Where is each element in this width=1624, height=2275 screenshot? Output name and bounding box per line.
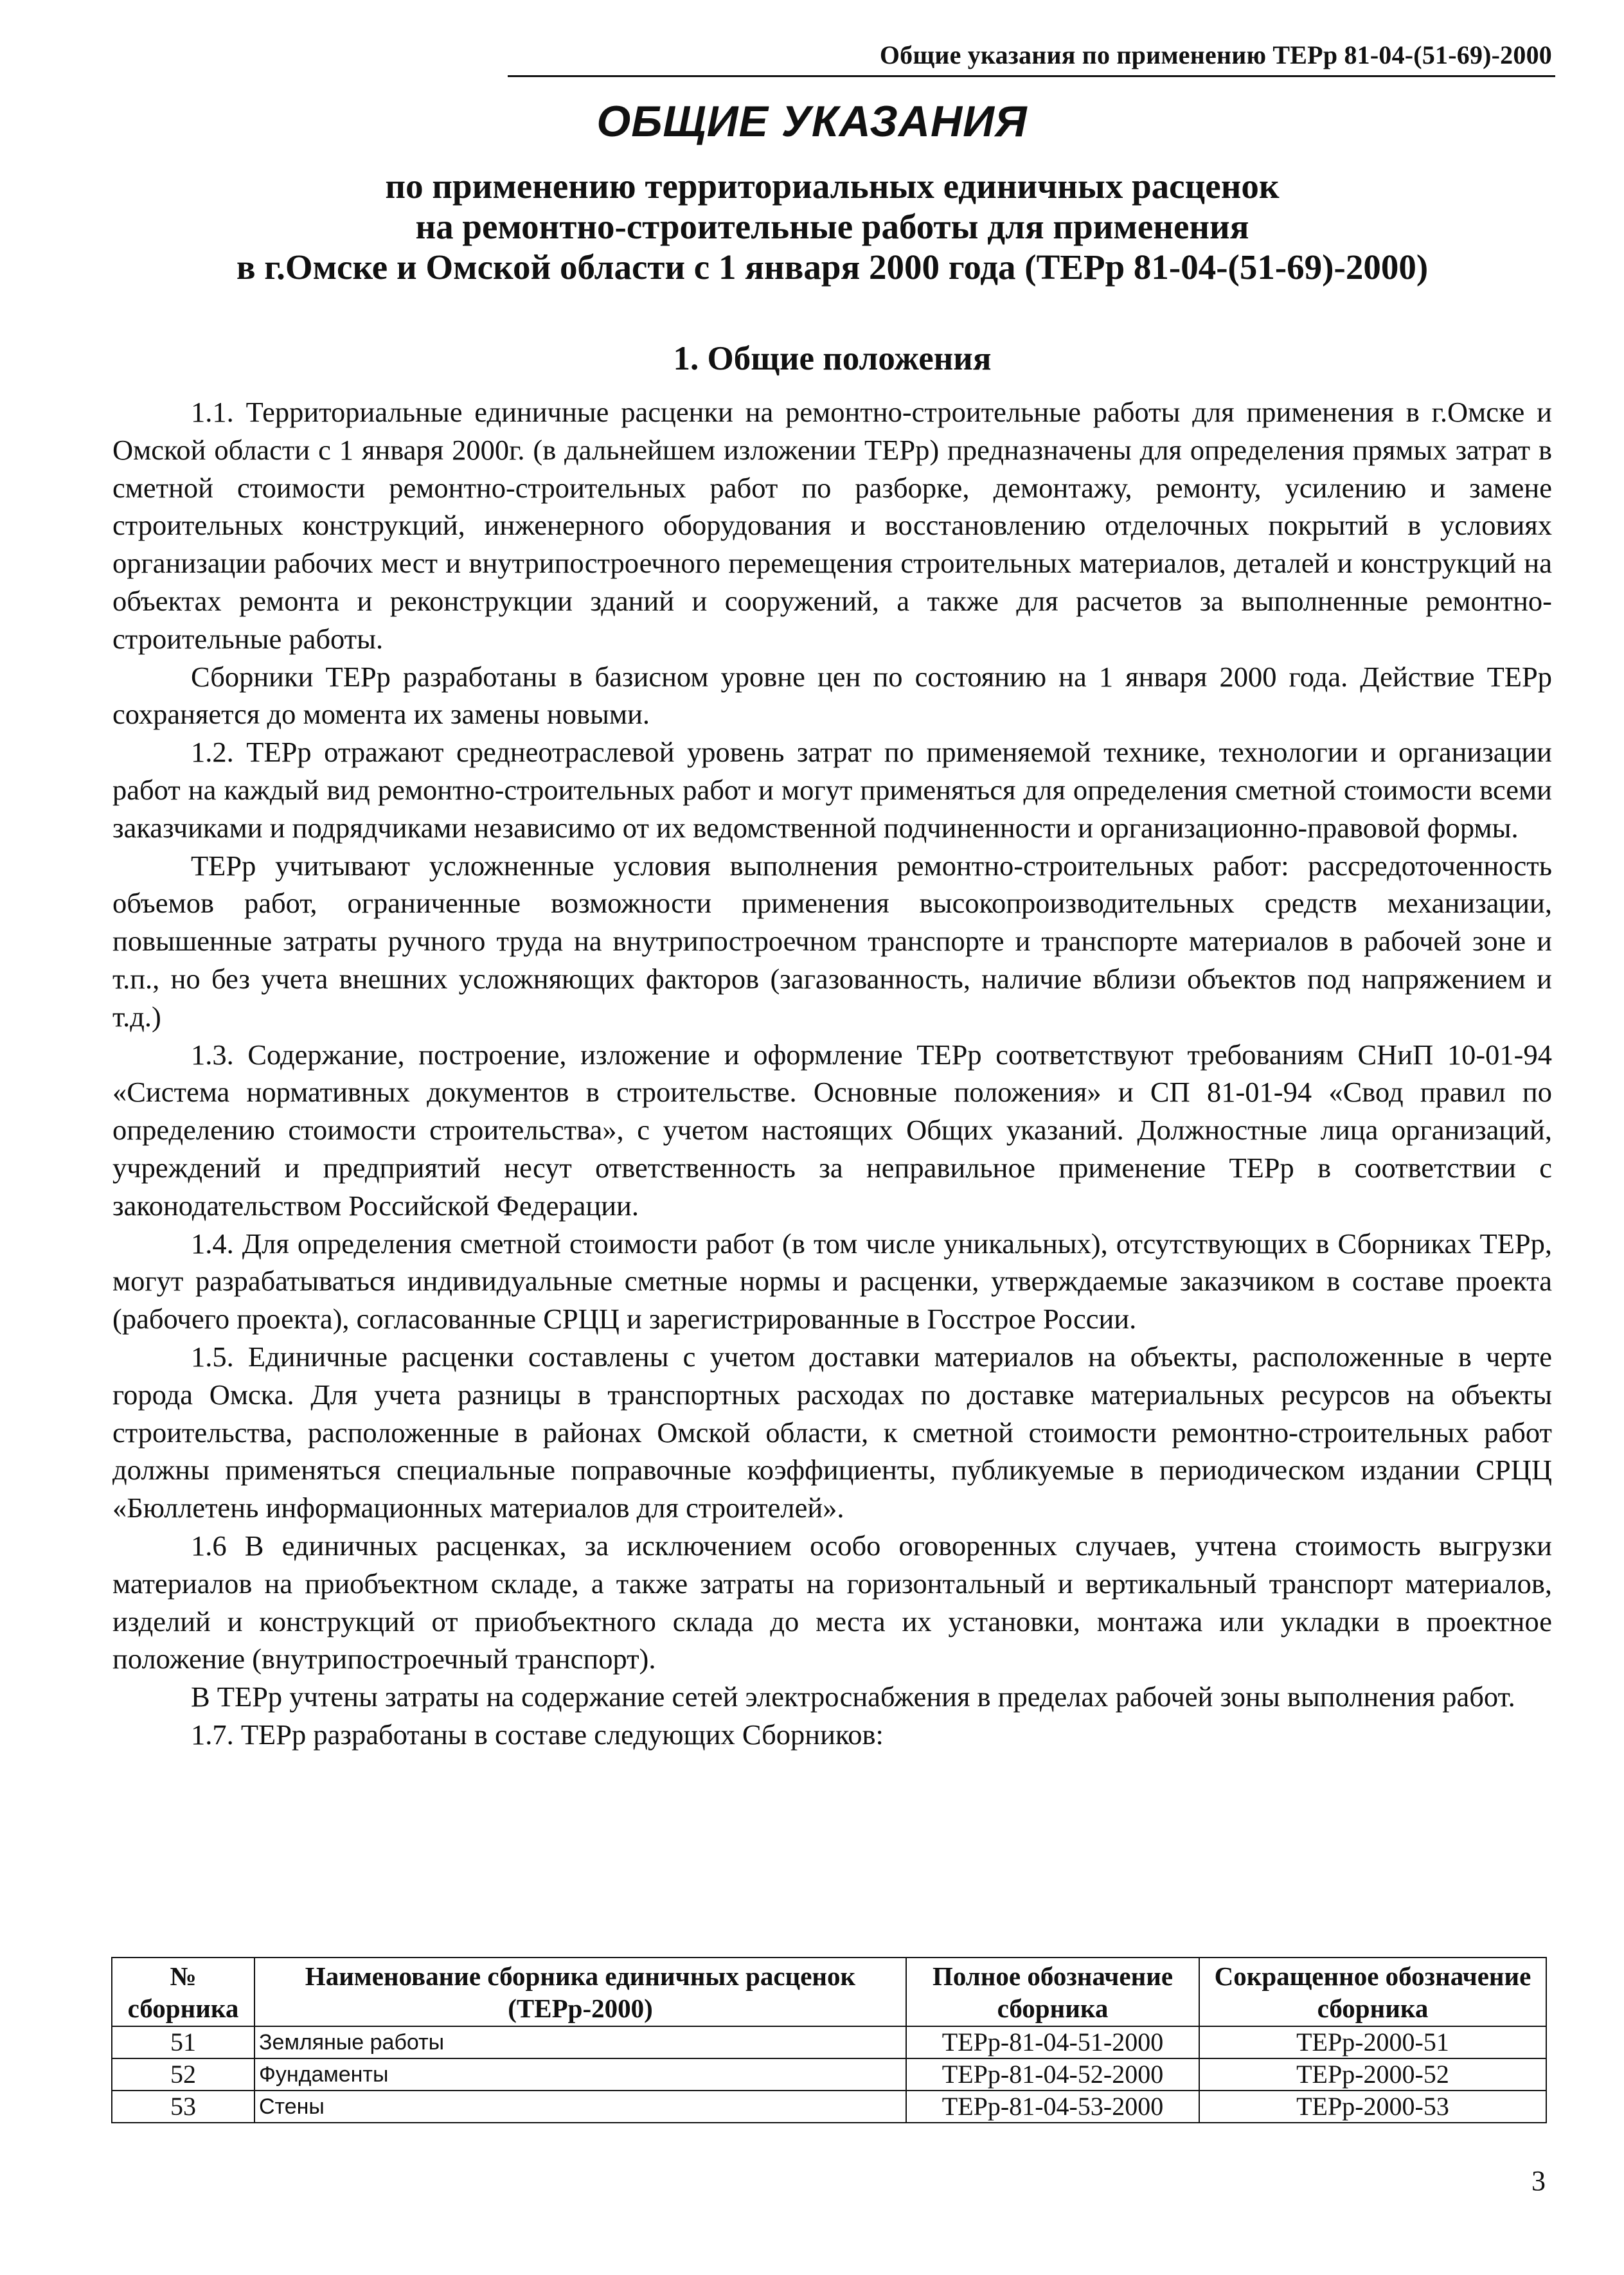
cell-full-designation: ТЕРр-81-04-51-2000 bbox=[906, 2026, 1199, 2058]
table-row bbox=[112, 2026, 1546, 2058]
cell-name: Земляные работы bbox=[254, 2026, 906, 2058]
cell-number: 52 bbox=[112, 2058, 254, 2091]
column-header-number: № сборника bbox=[112, 1958, 254, 2026]
table-row bbox=[112, 2058, 1546, 2091]
table-row bbox=[112, 2091, 1546, 2123]
subtitle-line: в г.Омске и Омской области с 1 января 2000 года (ТЕРр 81-04-(51-69)-2000) bbox=[236, 247, 1429, 287]
cell-full-designation: ТЕРр-81-04-52-2000 bbox=[906, 2058, 1199, 2091]
subtitle-line: на ремонтно-строительные работы для применения bbox=[415, 207, 1249, 246]
document-subtitle bbox=[112, 166, 1552, 287]
paragraph-1-2: 1.2. ТЕРр отражают среднеотраслевой уровень затрат по применяемой технике, технологии и организации работ на каждый вид ремонтно-строительных работ и могут применяться для определения сметной стоимости всеми заказчиками и подрядчиками независимо от их ведомственной подчиненности и организационно-правовой формы. bbox=[112, 736, 1552, 844]
paragraph-1-6: 1.6 В единичных расценках, за исключением особо оговоренных случаев, учтена стоимость выгрузки материалов на приобъектном складе, а также затраты на горизонтальный и вертикальный транспорт материалов, изделий и конструкций от приобъектного склада до места их установки, монтажа или укладки в проектное положение (внутрипостроечный транспорт). bbox=[112, 1529, 1552, 1675]
cell-number: 53 bbox=[112, 2091, 254, 2123]
catalog-table bbox=[111, 1957, 1547, 2123]
table-header-row bbox=[112, 1958, 1546, 2026]
column-header-name: Наименование сборника единичных расценок (ТЕРр-2000) bbox=[254, 1958, 906, 2026]
header-rule bbox=[508, 75, 1555, 77]
running-header: Общие указания по применению ТЕРр 81-04-(51-69)-2000 bbox=[879, 40, 1552, 69]
cell-full-designation: ТЕРр-81-04-53-2000 bbox=[906, 2091, 1199, 2123]
cell-short-designation: ТЕРр-2000-52 bbox=[1199, 2058, 1546, 2091]
cell-short-designation: ТЕРр-2000-53 bbox=[1199, 2091, 1546, 2123]
page-number: 3 bbox=[1531, 2165, 1546, 2197]
paragraph-1-1: 1.1. Территориальные единичные расценки на ремонтно-строительные работы для применения в г.Омске и Омской области с 1 января 2000г. (в дальнейшем изложении ТЕРр) предназначены для определения прямых затрат в сметной стоимости ремонтно-строительных работ по разборке, демонтажу, ремонту, усилению и замене строительных конструкций, инженерного оборудования и восстановлению отделочных покрытий в условиях организации рабочих мест и внутрипостроечного перемещения строительных материалов, деталей и конструкций на объектах ремонта и реконструкции зданий и сооружений, а также для расчетов за выполненные ремонтно-строительные работы. bbox=[112, 396, 1552, 655]
paragraph: ТЕРр учитывают усложненные условия выполнения ремонтно-строительных работ: рассредоточенность объемов работ, ограниченные возможности применения высокопроизводительных средств механизации, повышенные затраты ручного труда на внутрипостроечном транспорте и транспорте материалов в рабочей зоне и т.п., но без учета внешних усложняющих факторов (загазованность, наличие вблизи объектов под напряжением и т.д.) bbox=[112, 849, 1552, 1033]
cell-name: Фундаменты bbox=[254, 2058, 906, 2091]
subtitle-line: по применению территориальных единичных расценок bbox=[385, 166, 1280, 206]
paragraph-1-3: 1.3. Содержание, построение, изложение и оформление ТЕРр соответствуют требованиям СНиП 10-01-94 «Система нормативных документов в строительстве. Основные положения» и СП 81-01-94 «Свод правил по определению стоимости строительства», с учетом настоящих Общих указаний. Должностные лица организаций, учреждений и предприятий несут ответственность за неправильное применение ТЕРр в соответствии с законодательством Российской Федерации. bbox=[112, 1038, 1552, 1222]
paragraph-1-7: 1.7. ТЕРр разработаны в составе следующих Сборников: bbox=[191, 1718, 884, 1751]
cell-number: 51 bbox=[112, 2026, 254, 2058]
section-heading: 1. Общие положения bbox=[673, 340, 992, 377]
paragraph: В ТЕРр учтены затраты на содержание сетей электроснабжения в пределах рабочей зоны выполнения работ. bbox=[191, 1681, 1515, 1713]
body-text bbox=[112, 393, 1552, 1754]
paragraph-1-5: 1.5. Единичные расценки составлены с учетом доставки материалов на объекты, расположенные в черте города Омска. Для учета разницы в транспортных расходах по доставке материальных ресурсов на объекты строительства, расположенные в районах Омской области, к сметной стоимости ремонтно-строительных работ должны применяться специальные поправочные коэффициенты, публикуемые в периодическом издании СРЦЦ «Бюллетень информационных материалов для строителей». bbox=[112, 1340, 1552, 1524]
paragraph: Сборники ТЕРр разработаны в базисном уровне цен по состоянию на 1 января 2000 года. Действие ТЕРр сохраняется до момента их замены новыми. bbox=[112, 660, 1552, 731]
cell-name: Стены bbox=[254, 2091, 906, 2123]
column-header-short-designation: Сокращенное обозначение сборника bbox=[1199, 1958, 1546, 2026]
document-title: ОБЩИЕ УКАЗАНИЯ bbox=[596, 97, 1028, 146]
column-header-full-designation: Полное обозначение сборника bbox=[906, 1958, 1199, 2026]
cell-short-designation: ТЕРр-2000-51 bbox=[1199, 2026, 1546, 2058]
paragraph-1-4: 1.4. Для определения сметной стоимости работ (в том числе уникальных), отсутствующих в Сборниках ТЕРр, могут разрабатываться индивидуальные сметные нормы и расценки, утверждаемые заказчиком в составе проекта (рабочего проекта), согласованные СРЦЦ и зарегистрированные в Госстрое России. bbox=[112, 1227, 1552, 1335]
